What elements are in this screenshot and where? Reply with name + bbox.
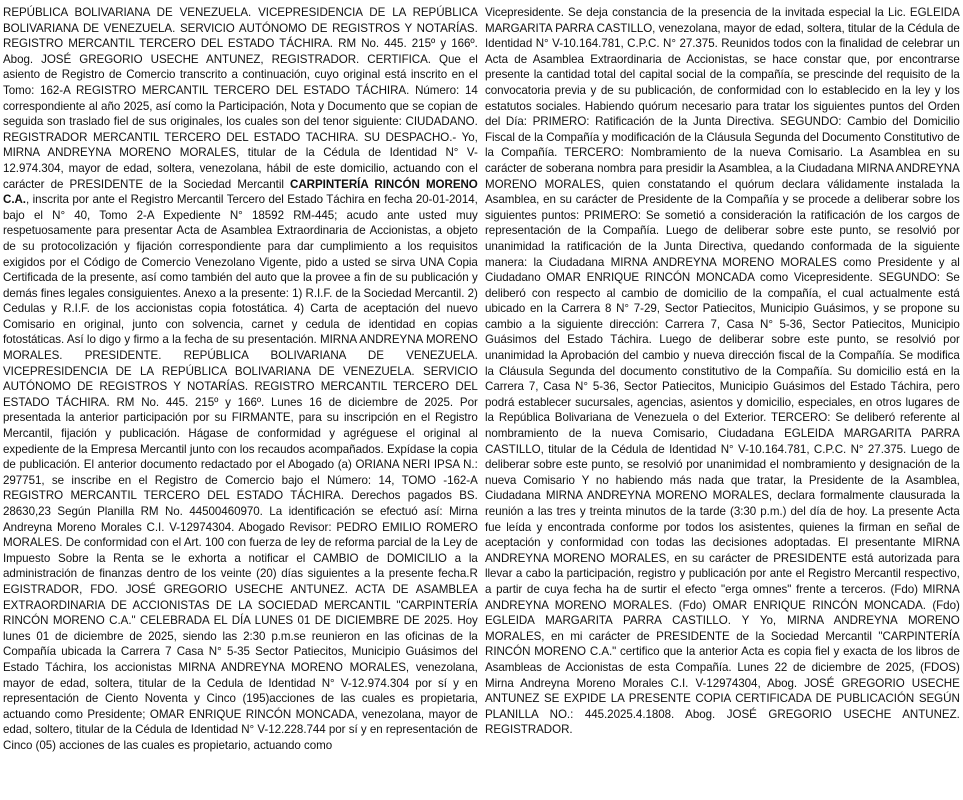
right-paragraph (485, 5, 960, 738)
right-column (485, 5, 960, 738)
left-paragraph (3, 5, 478, 754)
left-text-part-2: , inscrita por ante el Registro Mercantil Tercero del Estado Táchira en fecha 20-01-2014, bajo el N° 40, Tomo 2-A Expediente N° 18592 RM-445; acudo ante usted muy respetuosamente para presentar Acta de Asamblea Extraordinaria de Accionistas, a objeto de su protocolización y fijación correspondiente para dar cumplimiento a los requisitos exigidos por el Código de Comercio Venezolano Vigente, pido a usted se sirva UNA Copia Certificada de la presente, así como también del auto que la provee a fin de su publicación y demás fines legales consiguientes. Anexo a la presente: 1) R.I.F. de la Sociedad Mercantil. 2) Cedulas y R.I.F. de los accionistas copia fotostática. 4) Carta de aceptación del nuevo Comisario en original, junto con solvencia, carnet y cedula de identidad en copias fotostáticas. Así lo digo y firmo a la fecha de su presentación. MIRNA ANDREYNA MORENO MORALES. PRESIDENTE. REPÚBLICA BOLIVARIANA DE VENEZUELA. VICEPRESIDENCIA DE LA REPÚBLICA BOLIVARIANA DE VENEZUELA. SERVICIO AUTÓNOMO DE REGISTROS Y NOTARÍAS. REGISTRO MERCANTIL TERCERO DEL ESTADO TÁCHIRA. RM No. 445. 215º y 166º. Lunes 16 de diciembre de 2025. Por presentada la anterior participación por su FIRMANTE, para su inscripción en el Registro Mercantil, fijación y publicación. Hágase de conformidad y agréguese el original al expediente de la Empresa Mercantil junto con los recaudos acompañados. Expídase la copia de publicación. El anterior documento redactado por el Abogado (a) ORIANA NERI IPSA N.: 297751, se inscribe en el Registro de Comercio bajo el Número: 14, TOMO -162-A REGISTRO MERCANTIL TERCERO DEL ESTADO TÁCHIRA. Derechos pagados BS. 28630,23 Según Planilla RM No. 44500460970. La identificación se efectuó así: Mirna Andreyna Moreno Morales C.I. V-12974304. Abogado Revisor: PEDRO EMILIO ROMERO MORALES. De conformidad con el Art. 100 con fuerza de ley de reforma parcial de la Ley de Impuesto Sobre la Renta se le exhorta a notificar el CAMBIO de DOMICILIO a la administración de finanzas dentro de los veinte (20) días siguientes a la presente fecha.R EGISTRADOR, FDO. JOSÉ GREGORIO USECHE ANTUNEZ. ACTA DE ASAMBLEA EXTRAORDINARIA DE ACCIONISTAS DE LA SOCIEDAD MERCANTIL "CARPINTERÍA RINCÓN MORENO C.A." CELEBRADA EL DÍA LUNES 01 DE DICIEMBRE DE 2025. Hoy lunes 01 de diciembre de 2025, siendo las 2:30 p.m.se reunieron en las oficinas de la Compañía ubicada la Carrera 7 Casa N° 5-35 Sector Patiecitos, Municipio Guásimos del Estado Táchira, los accionistas MIRNA ANDREYNA MORENO MORALES, venezolana, mayor de edad, soltera, titular de la Cedula de Identidad N° V-12.974.304 por sí y en representación de Ciento Noventa y Cinco (195)acciones de las cuales es propietaria, actuando como Presidente; OMAR ENRIQUE RINCÓN MONCADA, venezolana, mayor de edad, soltero, titular de la Cédula de Identidad N° V-12.228.744 por sí y en representación de Cinco (05) acciones de las cuales es propietario, actuando como (3, 192, 478, 752)
company-name-bold: CARPINTERÍA RINCÓN MORENO C.A. (3, 176, 478, 207)
left-column-wrapper (3, 5, 478, 796)
right-text: Vicepresidente. Se deja constancia de la presencia de la invitada especial la Lic. EGLEIDA MARGARITA PARRA CASTILLO, venezolana, mayor de edad, soltera, titular de la Cédula de Identidad N° V-10.164.781, C.P.C. N° 27.375. Reunidos todos con la finalidad de celebrar un Acta de Asamblea Extraordinaria de Accionistas, se hace constar que, por encontrarse presente la cantidad total del capital social de la compañía, se prescinde del requisito de la convocatoria previa y de su publicación, de conformidad con lo establecido en la ley y los estatutos sociales. Habiendo quórum necesario para tratar los siguientes puntos del Orden del Día: PRIMERO: Ratificación de la Junta Directiva. SEGUNDO: Cambio del Domicilio Fiscal de la Compañía y modificación de la Cláusula Segunda del Documento Constitutivo de la Compañía. TERCERO: Nombramiento de la nueva Comisario. La Asamblea en su carácter de soberana nombra para presidir la Asamblea, a la Ciudadana MIRNA ANDREYNA MORENO MORALES, quien constatando el quórum declara válidamente instalada la Asamblea, en su carácter de Presidente de la Compañía y se procede a deliberar sobre los siguientes puntos: PRIMERO: Se sometió a consideración la ratificación de los cargos de representación de la Compañía. Luego de deliberar sobre este punto, se resolvió por unanimidad la ratificación de la Junta Directiva, quedando conformada de la siguiente manera: la Ciudadana MIRNA ANDREYNA MORENO MORALES como Presidente y al Ciudadano OMAR ENRIQUE RINCÓN MONCADA como Vicepresidente. SEGUNDO: Se deliberó con respecto al cambio de domicilio de la compañía, el cual actualmente está ubicado en la Carrera 8 N° 7-29, Sector Patiecitos, Municipio Guásimos, y se propone su cambio a la siguiente dirección: Carrera 7, Casa N° 5-36, Sector Patiecitos, Municipio Guásimos del Estado Táchira. Luego de deliberar sobre este punto, se resolvió por unanimidad la Aprobación del cambio y nueva dirección fiscal de la Compañía. Se modifica la Cláusula Segunda del documento constitutivo de la Compañía. Su domicilio está en la Carrera 7, Casa N° 5-36, Sector Patiecitos, Municipio Guásimos del Estado Táchira, pero podrá establecer sucursales, agencias, asientos y domicilio, especiales, en otros lugares de la República Bolivariana de Venezuela o del Exterior. TERCERO: Se deliberó referente al nombramiento de la nueva Comisario, Ciudadana EGLEIDA MARGARITA PARRA CASTILLO, titular de la Cédula de Identidad N° V-10.164.781, C.P.C. N° 27.375. Luego de deliberar sobre este punto, se resolvió por unanimidad el nombramiento y designación de la nueva Comisario Y no habiendo más nada que tratar, la Presidente de la Asamblea, Ciudadana MIRNA ANDREYNA MORENO MORALES, declara formalmente clausurada la reunión a las tres y treinta minutos de la tarde (3:30 p.m.) del día de hoy. La presente Acta fue leída y encontrada conforme por todos los asistentes, quienes la firman en señal de aceptación y conformidad con todas las decisiones adoptadas. El presentante MIRNA ANDREYNA MORENO MORALES, en su carácter de PRESIDENTE está autorizada para llevar a cabo la participación, registro y publicación por ante el Registro Mercantil respectivo, a partir de cuya fecha ha de surtir el efecto "erga omnes" frente a terceros. (Fdo) MIRNA ANDREYNA MORENO MORALES. (Fdo) OMAR ENRIQUE RINCÓN MONCADA. (Fdo) EGLEIDA MARGARITA PARRA CASTILLO. Y Yo, MIRNA ANDREYNA MORENO MORALES, en mi carácter de PRESIDENTE de la Sociedad Mercantil "CARPINTERÍA RINCÓN MORENO C.A." certifico que la anterior Acta es copia fiel y exacta de los libros de Asambleas de Accionistas de esta Compañía. Lunes 22 de diciembre de 2025, (FDOS) Mirna Andreyna Moreno Morales C.I. V-12974304, Abog. JOSÉ GREGORIO USECHE ANTUNEZ SE EXPIDE LA PRESENTE COPIA CERTIFICADA DE PUBLICACIÓN SEGÚN PLANILLA NO.: 445.2025.4.1808. Abog. JOSÉ GREGORIO USECHE ANTUNEZ. REGISTRADOR. (485, 5, 960, 737)
left-text-part-1: REPÚBLICA BOLIVARIANA DE VENEZUELA. VICEPRESIDENCIA DE LA REPÚBLICA BOLIVARIANA DE VENEZUELA. SERVICIO AUTÓNOMO DE REGISTROS Y NOTARÍAS. REGISTRO MERCANTIL TERCERO DEL ESTADO TÁCHIRA. RM No. 445. 215º y 166º. Abog. JOSÉ GREGORIO USECHE ANTUNEZ, REGISTRADOR. CERTIFICA. Que el asiento de Registro de Comercio transcrito a continuación, cuyo original está inscrito en el Tomo: 162-A REGISTRO MERCANTIL TERCERO DEL ESTADO TÁCHIRA. Número: 14 correspondiente al año 2025, así como la Participación, Nota y Documento que se copian de seguida son traslado fiel de sus originales, los cuales son del tenor siguiente: CIUDADANO. REGISTRADOR MERCANTIL TERCERO DEL ESTADO TACHIRA. SU DESPACHO.- Yo, MIRNA ANDREYNA MORENO MORALES, titular de la Cédula de Identidad N° V-12.974.304, mayor de edad, soltera, venezolana, hábil de este domicilio, actuando con el carácter de PRESIDENTE de la Sociedad Mercantil (3, 5, 478, 191)
right-column-wrapper (485, 5, 960, 796)
left-column (3, 5, 478, 754)
